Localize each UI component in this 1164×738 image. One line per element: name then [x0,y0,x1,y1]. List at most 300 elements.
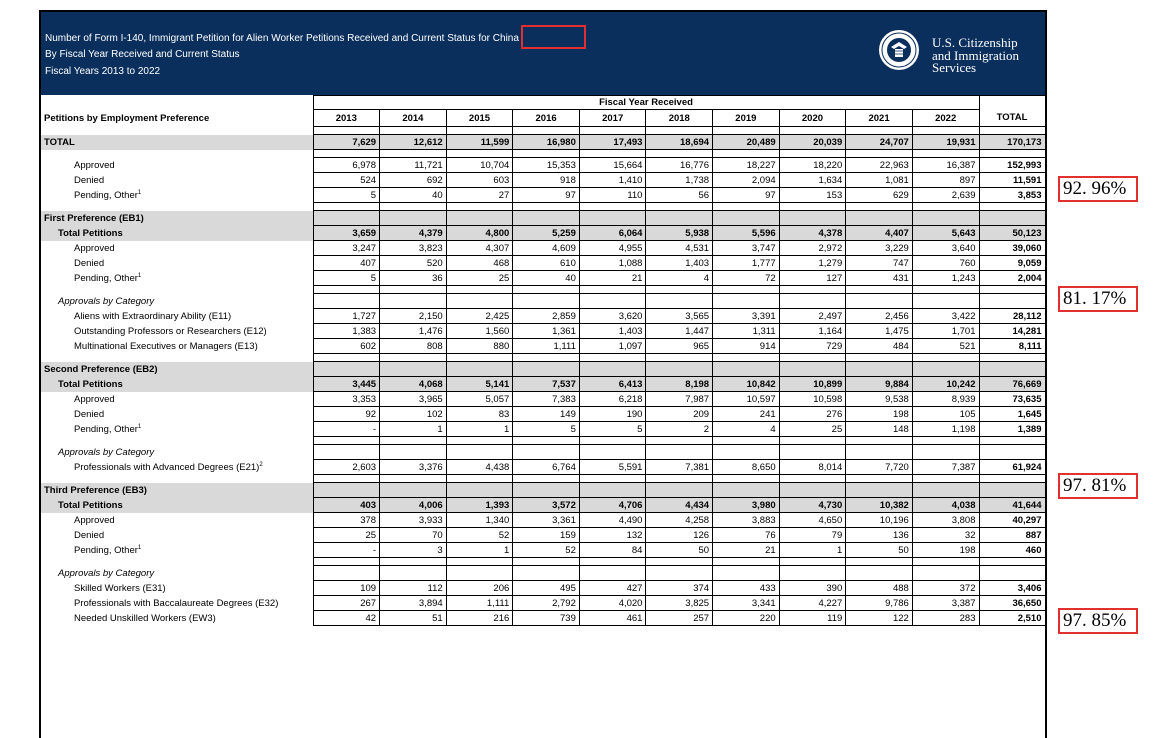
value-cell: 4,955 [579,241,646,256]
value-cell: 1,476 [380,324,447,339]
value-cell: 1,777 [713,256,780,271]
value-cell: 1,447 [646,324,713,339]
value-cell: 127 [779,271,846,286]
value-cell [646,445,713,460]
value-cell: 153 [779,188,846,203]
value-cell: 16,776 [646,158,713,173]
value-cell [446,294,513,309]
overall-approval-rate: 92. 96% [1058,176,1138,202]
value-cell: 4,650 [779,513,846,528]
value-cell: 1,403 [646,256,713,271]
section-cell [846,483,913,498]
section-cell [646,362,713,377]
value-cell: 97 [713,188,780,203]
year-header: 2015 [446,110,513,127]
row-label-text: Denied [74,257,105,269]
value-cell: 1 [380,422,447,437]
value-cell: 122 [846,611,913,626]
value-cell [513,445,580,460]
value-cell: 206 [446,581,513,596]
value-cell: 8,198 [646,377,713,392]
value-cell: 148 [846,422,913,437]
section-cell [446,211,513,226]
value-cell [646,566,713,581]
spacer-cell [579,558,646,566]
row-label [41,173,313,188]
value-cell: 6,218 [579,392,646,407]
value-cell: 2,456 [846,309,913,324]
row-label-text: Total Petitions [58,378,123,390]
value-cell: 3,445 [313,377,380,392]
spacer-cell [646,354,713,362]
value-cell: 4,006 [380,498,447,513]
spacer-cell [41,437,313,445]
total-cell: 73,635 [979,392,1045,407]
year-header: 2020 [779,110,846,127]
total-cell: 887 [979,528,1045,543]
value-cell [779,294,846,309]
value-cell: 10,704 [446,158,513,173]
spacer-cell [713,558,780,566]
value-cell: 880 [446,339,513,354]
row-label [41,528,313,543]
value-cell [313,294,380,309]
value-cell: 79 [779,528,846,543]
spacer-cell [979,203,1045,211]
value-cell: 19,931 [912,135,979,150]
value-cell: 7,720 [846,460,913,475]
value-cell: 4,378 [779,226,846,241]
spacer-cell [446,127,513,135]
value-cell [846,294,913,309]
value-cell: 42 [313,611,380,626]
total-cell: 3,406 [979,581,1045,596]
spacer-cell [646,286,713,294]
value-cell: 2,150 [380,309,447,324]
spacer-cell [41,150,313,158]
row-label [41,135,313,150]
section-label: Third Preference (EB3) [41,483,313,498]
year-header: 2017 [579,110,646,127]
spacer-cell [579,150,646,158]
value-cell: 3,572 [513,498,580,513]
value-cell: 9,786 [846,596,913,611]
value-cell: 1,081 [846,173,913,188]
spacer-cell [912,203,979,211]
total-header-top-cell [979,96,1045,110]
value-cell: 6,764 [513,460,580,475]
value-cell: 629 [846,188,913,203]
value-cell: 7,987 [646,392,713,407]
value-cell: 3,933 [380,513,447,528]
value-cell: 1,403 [579,324,646,339]
spacer-cell [380,150,447,158]
spacer-cell [313,437,380,445]
value-cell: 1,198 [912,422,979,437]
country-highlight-box [521,25,586,49]
value-cell: 610 [513,256,580,271]
section-cell [846,211,913,226]
value-cell [313,445,380,460]
section-cell [912,211,979,226]
table-header-row [41,110,1045,127]
total-cell: 9,059 [979,256,1045,271]
value-cell: 5 [579,422,646,437]
value-cell: 11,599 [446,135,513,150]
value-cell [579,294,646,309]
value-cell [646,294,713,309]
value-cell: 521 [912,339,979,354]
table-row [41,543,1045,558]
table-row [41,241,1045,256]
spacer-cell [646,558,713,566]
value-cell: 1,111 [446,596,513,611]
row-label [41,422,313,437]
value-cell: 3,565 [646,309,713,324]
spacer-cell [446,354,513,362]
spacer-cell [846,127,913,135]
value-cell: 3,376 [380,460,447,475]
spacer-cell [646,203,713,211]
value-cell: 4,068 [380,377,447,392]
value-cell: 8,014 [779,460,846,475]
spacer-cell [779,475,846,483]
value-cell: 209 [646,407,713,422]
title-country: China [492,33,519,44]
spacer-row [41,558,1045,566]
table-row [41,339,1045,354]
spacer-cell [579,127,646,135]
value-cell: 1,111 [513,339,580,354]
row-label-text: Professionals with Baccalaureate Degrees (E32) [74,597,279,609]
value-cell: 216 [446,611,513,626]
row-label [41,339,313,354]
spacer-cell [446,150,513,158]
value-cell: 897 [912,173,979,188]
row-label-text: Pending, Other [74,423,138,435]
fiscal-year-header: Fiscal Year Received [313,96,979,110]
value-cell [446,445,513,460]
section-cell [846,362,913,377]
section-header-row [41,211,1045,226]
value-cell: 105 [912,407,979,422]
value-cell: 32 [912,528,979,543]
section-label: First Preference (EB1) [41,211,313,226]
value-cell [380,445,447,460]
value-cell: 97 [513,188,580,203]
table-row [41,581,1045,596]
table-row [41,498,1045,513]
total-cell: 2,510 [979,611,1045,626]
spacer-cell [713,354,780,362]
value-cell: 50 [646,543,713,558]
spacer-cell [446,437,513,445]
value-cell: 5 [513,422,580,437]
row-header: Petitions by Employment Preference [41,110,313,127]
value-cell: 257 [646,611,713,626]
value-cell: 3,825 [646,596,713,611]
spacer-cell [579,475,646,483]
agency-name: U.S. Citizenship and Immigration Services [932,35,1020,75]
value-cell: 4,434 [646,498,713,513]
value-cell: 4,800 [446,226,513,241]
value-cell: 15,664 [579,158,646,173]
row-label-text: Total Petitions [58,499,123,511]
spacer-cell [646,127,713,135]
value-cell: 2,792 [513,596,580,611]
table-row [41,294,1045,309]
table-row [41,596,1045,611]
value-cell: 2,425 [446,309,513,324]
value-cell: 3,247 [313,241,380,256]
table-row [41,226,1045,241]
spacer-cell [912,127,979,135]
row-label [41,256,313,271]
spacer-cell [846,437,913,445]
spacer-cell [713,286,780,294]
value-cell: 3,229 [846,241,913,256]
footnote-marker: 1 [137,423,142,430]
value-cell [380,294,447,309]
value-cell: 1,243 [912,271,979,286]
spacer-cell [41,354,313,362]
row-label [41,188,313,203]
row-label-text: Aliens with Extraordinary Ability (E11) [74,310,232,322]
section-cell [713,211,780,226]
value-cell: 198 [846,407,913,422]
spacer-cell [446,558,513,566]
spacer-cell [646,437,713,445]
total-cell: 460 [979,543,1045,558]
spacer-cell [912,354,979,362]
spacer-cell [979,150,1045,158]
spacer-cell [846,286,913,294]
section-cell [380,483,447,498]
total-cell: 36,650 [979,596,1045,611]
spacer-cell [646,150,713,158]
row-label [41,460,313,475]
value-cell: 10,899 [779,377,846,392]
section-cell [313,362,380,377]
value-cell: 2,972 [779,241,846,256]
total-cell: 61,924 [979,460,1045,475]
value-cell: 3,894 [380,596,447,611]
value-cell: 22,963 [846,158,913,173]
year-header: 2014 [380,110,447,127]
spacer-cell [380,558,447,566]
value-cell: 407 [313,256,380,271]
eb1-approval-rate: 81. 17% [1058,286,1138,312]
value-cell [380,566,447,581]
row-label-text: Approved [74,242,115,254]
spacer-cell [779,127,846,135]
table-row [41,513,1045,528]
spacer-cell [41,203,313,211]
value-cell: 4,438 [446,460,513,475]
value-cell: 2,603 [313,460,380,475]
row-label-text: Professionals with Advanced Degrees (E21) [74,461,260,473]
spacer-cell [646,475,713,483]
table-row [41,256,1045,271]
spacer-cell [979,354,1045,362]
value-cell: 808 [380,339,447,354]
spacer-cell [513,286,580,294]
value-cell: 6,978 [313,158,380,173]
value-cell: 4 [713,422,780,437]
row-label-text: Approvals by Category [58,567,155,579]
spacer-cell [713,127,780,135]
value-cell: - [313,422,380,437]
spacer-cell [713,475,780,483]
petition-table [41,95,1046,626]
row-label-text: Approvals by Category [58,446,155,458]
value-cell: 3,422 [912,309,979,324]
value-cell: 5,938 [646,226,713,241]
spacer-cell [380,437,447,445]
value-cell: 2,497 [779,309,846,324]
spacer-cell [979,127,1045,135]
section-cell [912,362,979,377]
total-cell: 1,389 [979,422,1045,437]
row-label [41,407,313,422]
spacer-cell [313,558,380,566]
value-cell: 918 [513,173,580,188]
spacer-cell [779,354,846,362]
value-cell: 17,493 [579,135,646,150]
total-cell: 170,173 [979,135,1045,150]
section-cell [380,211,447,226]
row-label-text: Total Petitions [58,227,123,239]
spacer-cell [446,286,513,294]
row-label-text: Needed Unskilled Workers (EW3) [74,612,216,624]
spacer-cell [713,150,780,158]
spacer-cell [380,286,447,294]
eb3-approval-rate: 97. 85% [1058,608,1138,634]
spacer-cell [713,203,780,211]
value-cell: 524 [313,173,380,188]
spacer-cell [41,286,313,294]
value-cell [513,566,580,581]
total-cell: 11,591 [979,173,1045,188]
value-cell: 5,057 [446,392,513,407]
year-header: 2019 [713,110,780,127]
spacer-cell [979,558,1045,566]
value-cell: 102 [380,407,447,422]
spacer-cell [912,475,979,483]
value-cell: 1 [779,543,846,558]
section-cell [779,211,846,226]
value-cell: 603 [446,173,513,188]
row-label-text: Approvals by Category [58,295,155,307]
value-cell [513,294,580,309]
value-cell: 3 [380,543,447,558]
section-cell [713,362,780,377]
section-cell [579,362,646,377]
row-label-text: TOTAL [44,136,75,148]
row-label-text: Pending, Other [74,544,138,556]
spacer-cell [41,475,313,483]
spacer-cell [41,127,313,135]
total-cell: 41,644 [979,498,1045,513]
spacer-cell [513,354,580,362]
section-cell [779,483,846,498]
spacer-cell [912,286,979,294]
value-cell: 4,258 [646,513,713,528]
dhs-seal-icon [878,29,920,71]
row-label-text: Denied [74,408,105,420]
spacer-cell [912,150,979,158]
row-label [41,543,313,558]
report-subtitle-2: Fiscal Years 2013 to 2022 [45,66,161,77]
value-cell: 11,721 [380,158,447,173]
value-cell: 3,391 [713,309,780,324]
table-row [41,135,1045,150]
footnote-marker: 1 [137,544,142,551]
spacer-cell [513,437,580,445]
spacer-cell [979,437,1045,445]
row-label [41,158,313,173]
section-cell [912,483,979,498]
value-cell: 3,659 [313,226,380,241]
value-cell: 372 [912,581,979,596]
value-cell: 159 [513,528,580,543]
section-header-row [41,483,1045,498]
value-cell: 18,694 [646,135,713,150]
spacer-cell [579,286,646,294]
row-label [41,241,313,256]
value-cell [713,294,780,309]
spacer-row [41,475,1045,483]
table-row [41,422,1045,437]
value-cell: 25 [446,271,513,286]
table-row [41,566,1045,581]
spacer-cell [779,558,846,566]
value-cell: 7,381 [646,460,713,475]
total-cell: 28,112 [979,309,1045,324]
value-cell: 8,650 [713,460,780,475]
year-header: 2021 [846,110,913,127]
value-cell: 149 [513,407,580,422]
total-cell: 76,669 [979,377,1045,392]
section-cell [446,483,513,498]
value-cell: 5,591 [579,460,646,475]
value-cell: 3,361 [513,513,580,528]
spacer-row [41,286,1045,294]
report-page [39,10,1047,738]
spacer-cell [313,475,380,483]
value-cell: 433 [713,581,780,596]
value-cell: 267 [313,596,380,611]
value-cell [579,566,646,581]
spacer-cell [380,354,447,362]
value-cell [912,445,979,460]
value-cell: 1,727 [313,309,380,324]
row-label [41,513,313,528]
spacer-cell [779,150,846,158]
value-cell: 3,353 [313,392,380,407]
value-cell: 3,823 [380,241,447,256]
value-cell: 5 [313,271,380,286]
value-cell: 40 [513,271,580,286]
spacer-cell [380,475,447,483]
row-label-text: Skilled Workers (E31) [74,582,166,594]
value-cell: 3,808 [912,513,979,528]
value-cell: 283 [912,611,979,626]
footnote-marker: 1 [137,189,142,196]
value-cell: 132 [579,528,646,543]
value-cell: 190 [579,407,646,422]
spacer-cell [979,286,1045,294]
